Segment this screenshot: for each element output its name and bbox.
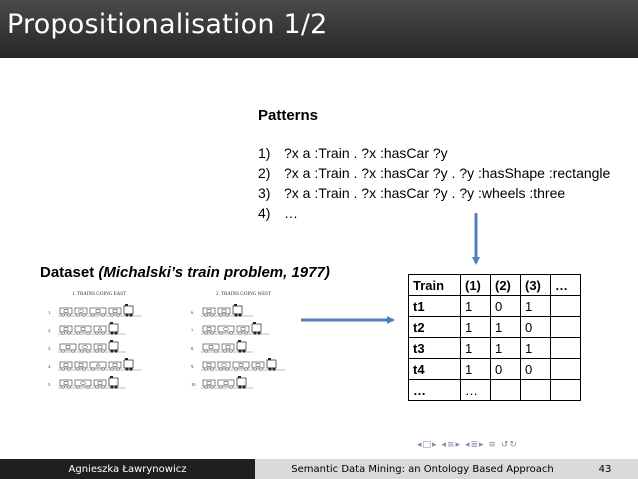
table-cell: 1 xyxy=(491,338,521,359)
table-header-more: … xyxy=(551,275,581,296)
footer-page-number: 43 xyxy=(598,463,612,475)
train-number: 6. xyxy=(191,310,195,315)
slide-title: Propositionalisation 1/2 xyxy=(7,9,328,40)
beamer-navigation[interactable] xyxy=(417,440,518,450)
table-cell: 1 xyxy=(521,338,551,359)
table-cell: 0 xyxy=(491,359,521,380)
pattern-text: ?x a :Train . ?x :hasCar ?y . ?y :wheels :three xyxy=(284,185,566,201)
westbound-label: 2. TRAINS GOING WEST xyxy=(216,292,272,297)
pattern-number: 2) xyxy=(258,165,271,181)
table-cell: 1 xyxy=(461,317,491,338)
footer-author: Agnieszka Ławrynowicz xyxy=(0,459,255,479)
eastbound-label: 1. TRAINS GOING EAST xyxy=(72,292,127,297)
footer-info xyxy=(255,459,638,479)
table-cell-train: t2 xyxy=(409,317,461,338)
table-cell: 1 xyxy=(461,338,491,359)
train-number: 9. xyxy=(191,364,195,369)
table-cell-train: t4 xyxy=(409,359,461,380)
table-cell: … xyxy=(461,380,491,401)
train-number: 4. xyxy=(48,364,52,369)
dataset-heading-citation: (Michalski’s train problem, 1977) xyxy=(98,264,330,281)
train-number: 10. xyxy=(191,382,197,387)
train-number: 8. xyxy=(191,346,195,351)
pattern-text: … xyxy=(284,205,298,221)
nav-subsection-next-icon[interactable]: ▸ xyxy=(479,440,485,450)
pattern-text: ?x a :Train . ?x :hasCar ?y xyxy=(284,145,448,161)
table-cell: 1 xyxy=(521,296,551,317)
footer-talk-title: Semantic Data Mining: an Ontology Based Approach xyxy=(291,463,554,475)
train-number: 1. xyxy=(48,310,52,315)
table-cell: 0 xyxy=(521,317,551,338)
train-number: 2. xyxy=(48,328,52,333)
train-number: 5. xyxy=(48,382,52,387)
train-number: 3. xyxy=(48,346,52,351)
table-cell-train: … xyxy=(409,380,461,401)
nav-search-icon[interactable]: ↺↻ xyxy=(500,440,518,450)
nav-subsection-icon[interactable]: ≣ xyxy=(470,440,480,450)
table-cell-train: t3 xyxy=(409,338,461,359)
table-cell: 0 xyxy=(521,359,551,380)
nav-frame-next-icon[interactable]: ▸ xyxy=(432,440,438,450)
nav-section-icon[interactable]: ≡ xyxy=(446,440,456,450)
table-cell-train: t1 xyxy=(409,296,461,317)
train-number: 7. xyxy=(191,328,195,333)
table-cell: 0 xyxy=(491,296,521,317)
nav-subsection-prev-icon[interactable]: ◂ xyxy=(464,440,471,450)
dataset-heading-label: Dataset xyxy=(40,264,99,281)
table-header-train: Train xyxy=(409,275,461,296)
table-header-3: (3) xyxy=(521,275,551,296)
patterns-heading: Patterns xyxy=(258,107,319,124)
nav-section-next-icon[interactable]: ▸ xyxy=(455,440,462,450)
pattern-number: 1) xyxy=(258,145,271,161)
pattern-text: ?x a :Train . ?x :hasCar ?y . ?y :hasShape :rectangle xyxy=(284,165,611,181)
footer xyxy=(0,459,638,479)
table-cell: 1 xyxy=(461,296,491,317)
table-header-2: (2) xyxy=(491,275,521,296)
table-cell: 1 xyxy=(461,359,491,380)
pattern-number: 4) xyxy=(258,205,271,221)
nav-section-prev-icon[interactable]: ◂ xyxy=(441,440,447,450)
pattern-number: 3) xyxy=(258,185,271,201)
table-cell: 1 xyxy=(491,317,521,338)
nav-align-icon[interactable]: ≡ xyxy=(488,440,497,450)
nav-frame-prev-icon[interactable]: ◂ xyxy=(417,440,423,450)
nav-frame-icon[interactable]: □ xyxy=(422,440,433,450)
table-header-1: (1) xyxy=(461,275,491,296)
